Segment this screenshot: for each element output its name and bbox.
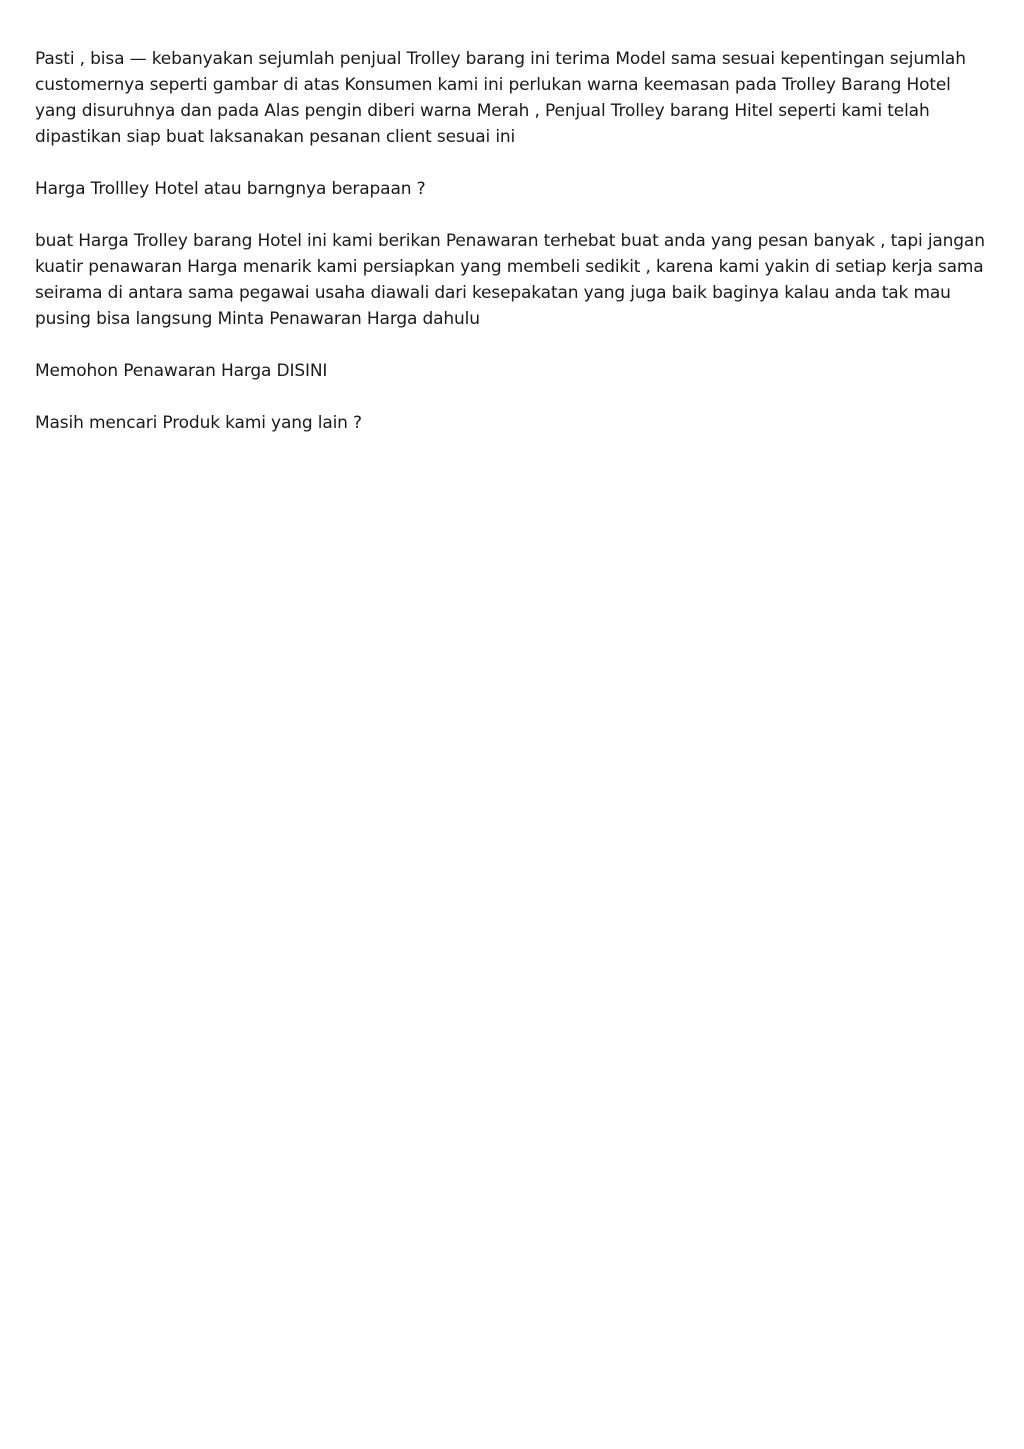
paragraph-other-products: Masih mencari Produk kami yang lain ? <box>35 413 362 433</box>
paragraph-request-quote: Memohon Penawaran Harga DISINI <box>35 361 328 381</box>
document-body <box>35 46 997 462</box>
paragraph-price-question: Harga Trollley Hotel atau barngnya berapaan ? <box>35 179 426 199</box>
paragraph-intro: Pasti , bisa — kebanyakan sejumlah penjual Trolley barang ini terima Model sama sesuai kepentingan sejumlah customernya seperti gambar di atas Konsumen kami ini perlukan warna keemasan pada Trolley Barang Hotel yang disuruhnya dan pada Alas pengin diberi warna Merah , Penjual Trolley barang Hitel seperti kami telah dipastikan siap buat laksanakan pesanan client sesuai ini <box>35 49 966 147</box>
paragraph-price-offer: buat Harga Trolley barang Hotel ini kami berikan Penawaran terhebat buat anda yang pesan banyak , tapi jangan kuatir penawaran Harga menarik kami persiapkan yang membeli sedikit , karena kami yakin di setiap kerja sama seirama di antara sama pegawai usaha diawali dari kesepakatan yang juga baik baginya kalau anda tak mau pusing bisa langsung Minta Penawaran Harga dahulu <box>35 231 985 329</box>
